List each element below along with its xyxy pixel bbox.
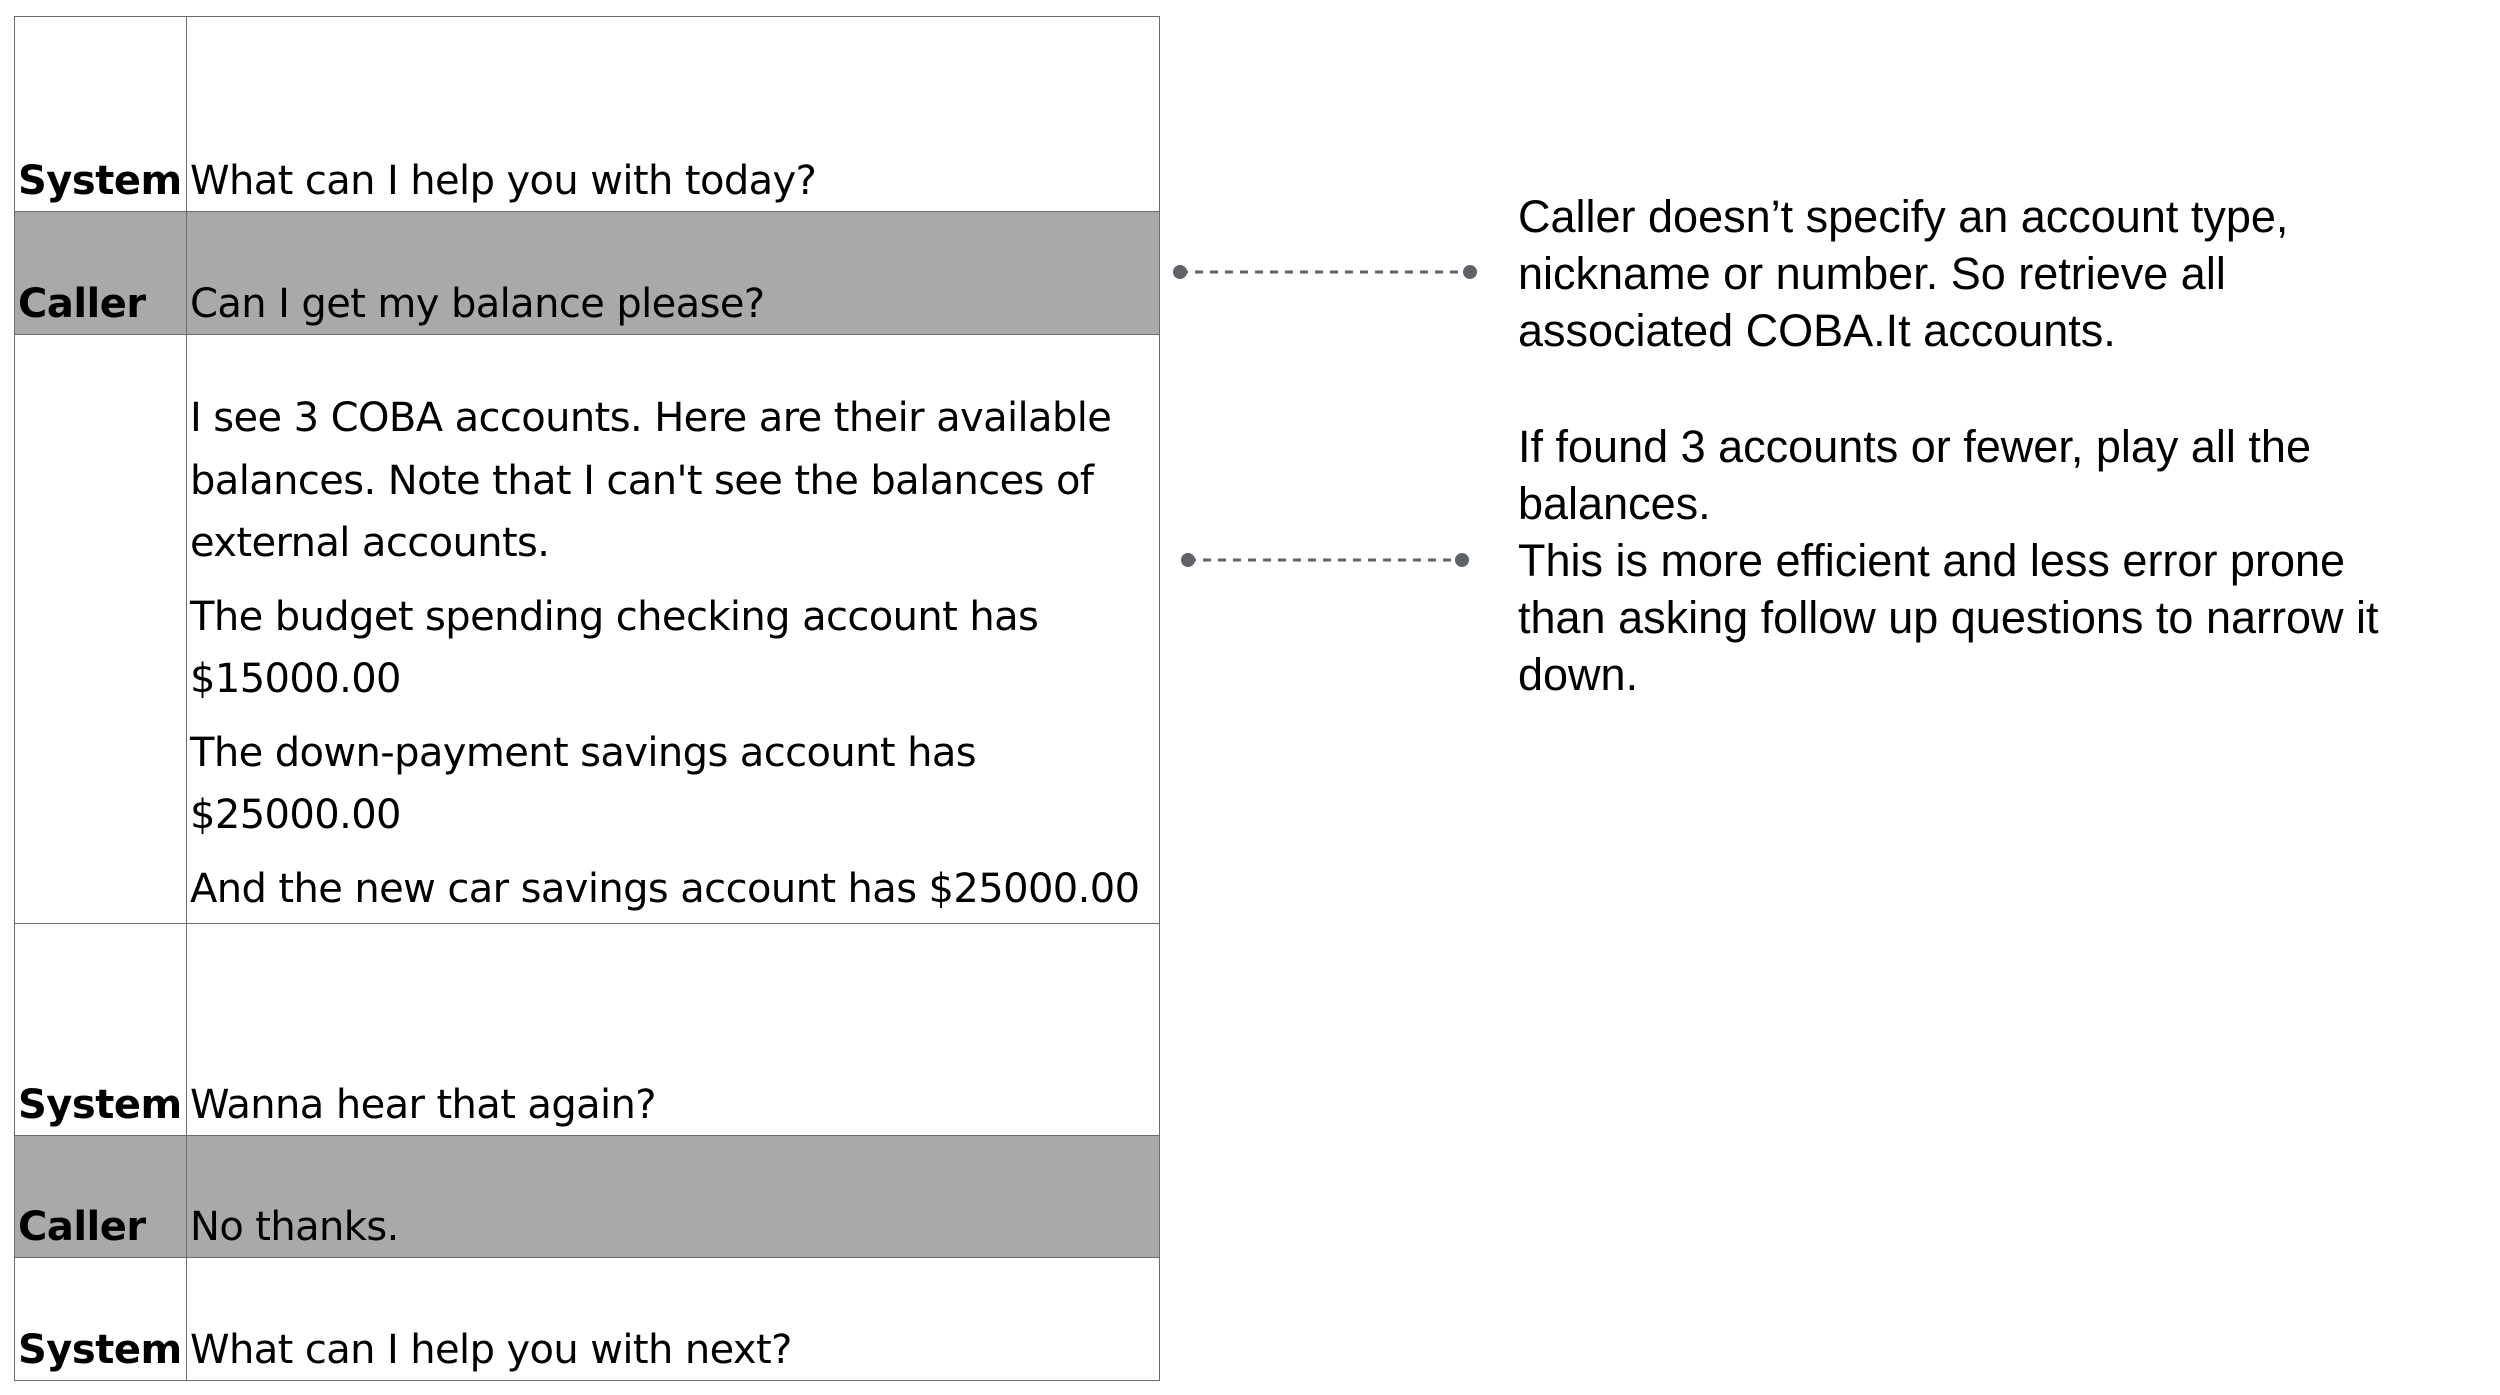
utterance-text: Wanna hear that again?: [187, 924, 1160, 1136]
speaker-label: Caller: [15, 1136, 187, 1258]
connector-2-start-dot: [1181, 553, 1195, 567]
speaker-label: System: [15, 924, 187, 1136]
down-payment-balance: The down-payment savings account has $25000.00: [190, 729, 976, 838]
annotation-no-account-specified: Caller doesn’t specify an account type, nickname or number. So retrieve all associated COBA.It accounts.: [1518, 191, 2289, 356]
balances-intro: I see 3 COBA accounts. Here are their available balances. Note that I can't see the balances of external accounts.: [190, 395, 1112, 566]
utterance-text: No thanks.: [187, 1136, 1160, 1258]
speaker-label: System: [15, 1258, 187, 1381]
utterance-text: What can I help you with next?: [187, 1258, 1160, 1381]
speaker-label: Caller: [15, 212, 187, 335]
utterance-text: What can I help you with today?: [187, 17, 1160, 212]
annotation-play-all-balances: If found 3 accounts or fewer, play all the balances. This is more efficient and less error prone than asking follow up questions to narrow it down.: [1518, 421, 2379, 700]
utterance-text: Can I get my balance please?: [187, 212, 1160, 335]
connector-2: [1181, 553, 1469, 567]
new-car-balance: And the new car savings account has $25000.00: [190, 865, 1140, 912]
speaker-label: System: [15, 17, 187, 212]
connector-2-end-dot: [1455, 553, 1469, 567]
connector-1: [1173, 265, 1477, 279]
connector-1-end-dot: [1463, 265, 1477, 279]
connector-1-start-dot: [1173, 265, 1187, 279]
checking-balance: The budget spending checking account has $15000.00: [190, 593, 1039, 702]
